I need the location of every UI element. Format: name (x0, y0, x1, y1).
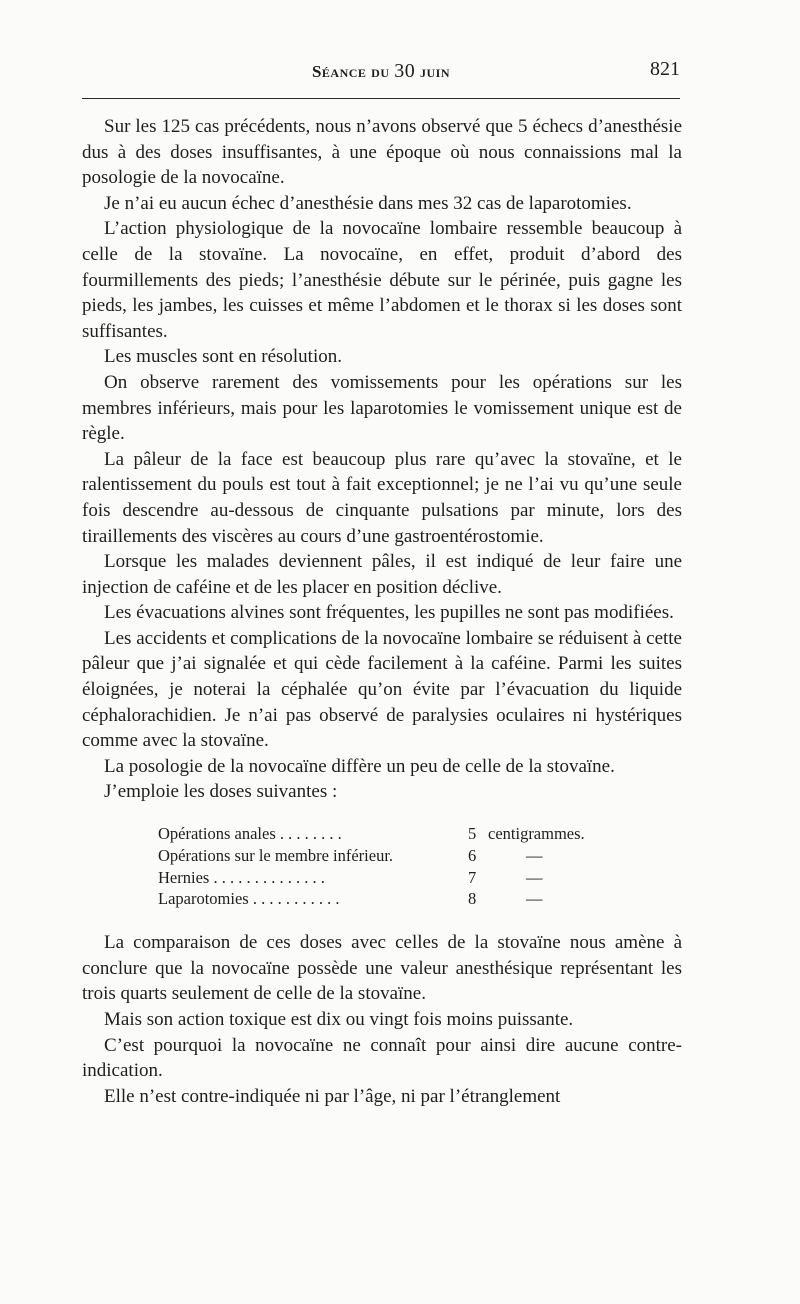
running-title-prefix: Séance du (311, 62, 390, 81)
paragraph: On observe rarement des vomissements pour les opérations sur les membres inférieurs, mais pour les laparotomies le vomissement unique est de règle. (82, 371, 682, 445)
paragraph: Les accidents et complications de la novocaïne lombaire se réduisent à cette pâleur que j’ai signalée et qui cède facilement à la caféine. Parmi les suites éloignées, je noterai la céphalée qu’on évite par l’évacuation du liquide céphalorachidien. Je n’ai pas observé de paralysies oculaires ni hystériques comme avec la stovaïne. (82, 627, 682, 752)
paragraph: Lorsque les malades deviennent pâles, il est indiqué de leur faire une injection de caféine et de les placer en position déclive. (82, 551, 682, 598)
dose-row (158, 867, 585, 889)
running-title-day: 30 (394, 60, 416, 82)
dose-row (158, 888, 585, 910)
paragraph: Elle n’est contre-indiquée ni par l’âge, ni par l’étranglement (104, 1085, 561, 1107)
dose-value: 8 (468, 889, 477, 909)
dose-unit: — (526, 889, 543, 909)
running-title (82, 60, 680, 83)
dose-label: Laparotomies . . . . . . . . . . . (158, 889, 340, 909)
paragraph: J’emploie les doses suivantes : (104, 781, 338, 803)
paragraph: La pâleur de la face est beaucoup plus rare qu’avec la stovaïne, et le ralentissement du pouls est tout à fait exceptionnel; je ne l’ai vu qu’une seule fois descendre au-dessous de cinquante pulsations par minute, lors des tiraillements des viscères au cours d’une gastroentérostomie. (82, 448, 682, 547)
page-number: 821 (650, 58, 680, 80)
dose-table (158, 823, 585, 910)
body-text (82, 114, 682, 1109)
paragraph: L’action physiologique de la novocaïne lombaire ressemble beaucoup à celle de la stovaïne. La novocaïne, en effet, produit d’abord des fourmillements des pieds; l’anesthésie débute sur le périnée, puis gagne les pieds, les jambes, les cuisses et même l’abdomen et le thorax si les doses sont suffisantes. (82, 218, 682, 342)
dose-row (158, 823, 585, 845)
paragraph: La posologie de la novocaïne diffère un peu de celle de la stovaïne. (104, 755, 615, 777)
paragraph: Je n’ai eu aucun échec d’anesthésie dans mes 32 cas de laparotomies. (104, 192, 632, 214)
dose-value: 5 (468, 824, 477, 844)
paragraph: Mais son action toxique est dix ou vingt fois moins puissante. (104, 1009, 574, 1030)
dose-unit: centigrammes. (488, 824, 585, 844)
dose-label: Opérations sur le membre inférieur. (158, 845, 394, 865)
running-head (82, 56, 680, 86)
paragraph: Sur les 125 cas précédents, nous n’avons observé que 5 échecs d’anesthésie dus à des doses insuffisantes, à une époque où nous connaissions mal la posologie de la novocaïne. (82, 116, 682, 189)
dose-value: 6 (468, 845, 477, 865)
dose-row (158, 845, 585, 867)
paragraph: C’est pourquoi la novocaïne ne connaît pour ainsi dire aucune contre-indication. (82, 1034, 682, 1082)
paragraph: Les évacuations alvines sont fréquentes, les pupilles ne sont pas modifiées. (104, 602, 674, 624)
dose-label: Hernies . . . . . . . . . . . . . . (158, 867, 325, 887)
dose-unit: — (526, 867, 543, 887)
paragraph: La comparaison de ces doses avec celles de la stovaïne nous amène à conclure que la novocaïne possède une valeur anesthésique représentant les trois quarts seulement de celle de la stovaïne. (82, 932, 682, 1005)
dose-unit: — (526, 845, 543, 865)
running-title-month: juin (420, 62, 451, 81)
header-rule (82, 98, 680, 99)
dose-value: 7 (468, 867, 477, 887)
dose-label: Opérations anales . . . . . . . . (158, 824, 342, 844)
paragraph: Les muscles sont en résolution. (104, 346, 342, 368)
